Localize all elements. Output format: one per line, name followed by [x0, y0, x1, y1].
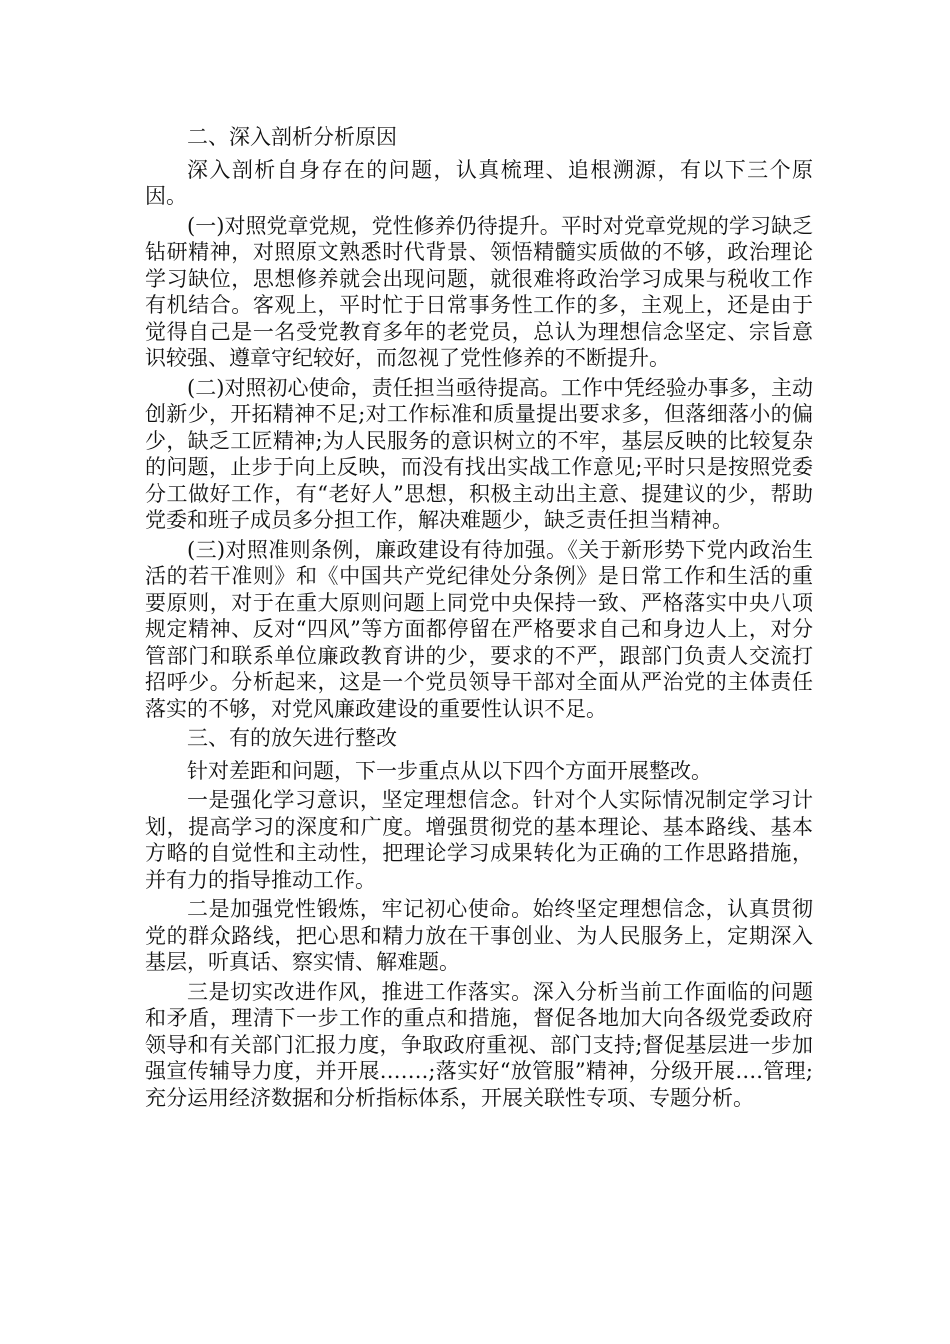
paragraph-rectification-1: 一是强化学习意识，坚定理想信念。针对个人实际情况制定学习计划，提高学习的深度和广度。增强贯彻党的基本理论、基本路线、基本方略的自觉性和主动性，把理论学习成果转化为正确的工作思路措施，并有力的指导推动工作。: [145, 788, 813, 892]
paragraph-cause-2: (二)对照初心使命，责任担当亟待提高。工作中凭经验办事多，主动创新少，开拓精神不足;对工作标准和质量提出要求多，但落细落小的偏少，缺乏工匠精神;为人民服务的意识树立的不牢，基层反映的比较复杂的问题，止步于向上反映，而没有找出实战工作意见;平时只是按照党委分工做好工作，有“老好人”思想，积极主动出主意、提建议的少，帮助党委和班子成员多分担工作，解决难题少，缺乏责任担当精神。: [145, 375, 813, 532]
paragraph-rectification-3: 三是切实改进作风，推进工作落实。深入分析当前工作面临的问题和矛盾，理清下一步工作的重点和措施，督促各地加大向各级党委政府领导和有关部门汇报力度，争取政府重视、部门支持;督促基层进一步加强宣传辅导力度，并开展…….;落实好“放管服”精神，分级开展….管理;充分运用经济数据和分析指标体系，开展关联性专项、专题分析。: [145, 979, 813, 1110]
paragraph-causes-intro: 深入剖析自身存在的问题，认真梳理、追根溯源，有以下三个原因。: [145, 157, 813, 208]
document-body: [145, 124, 813, 1114]
section-heading-rectification: 三、有的放矢进行整改: [187, 726, 397, 750]
section-heading-causes: 二、深入剖析分析原因: [187, 125, 397, 149]
paragraph-rectification-2: 二是加强党性锻炼，牢记初心使命。始终坚定理想信念，认真贯彻党的群众路线，把心思和精力放在干事创业、为人民服务上，定期深入基层，听真话、察实情、解难题。: [145, 897, 813, 974]
paragraph-cause-1: (一)对照党章党规，党性修养仍待提升。平时对党章党规的学习缺乏钻研精神，对照原文熟悉时代背景、领悟精髓实质做的不够，政治理论学习缺位，思想修养就会出现问题，就很难将政治学习成果与税收工作有机结合。客观上，平时忙于日常事务性工作的多，主观上，还是由于觉得自己是一名受党教育多年的老党员，总认为理想信念坚定、宗旨意识较强、遵章守纪较好，而忽视了党性修养的不断提升。: [145, 213, 813, 370]
paragraph-cause-3: (三)对照准则条例，廉政建设有待加强。《关于新形势下党内政治生活的若干准则》和《中国共产党纪律处分条例》是日常工作和生活的重要原则，对于在重大原则问题上同党中央保持一致、严格落实中央八项规定精神、反对“四风”等方面都停留在严格要求自己和身边人上，对分管部门和联系单位廉政教育讲的少，要求的不严，跟部门负责人交流打招呼少。分析起来，这是一个党员领导干部对全面从严治党的主体责任落实的不够，对党风廉政建设的重要性认识不足。: [145, 537, 813, 721]
paragraph-rectification-intro: 针对差距和问题，下一步重点从以下四个方面开展整改。: [187, 758, 712, 783]
